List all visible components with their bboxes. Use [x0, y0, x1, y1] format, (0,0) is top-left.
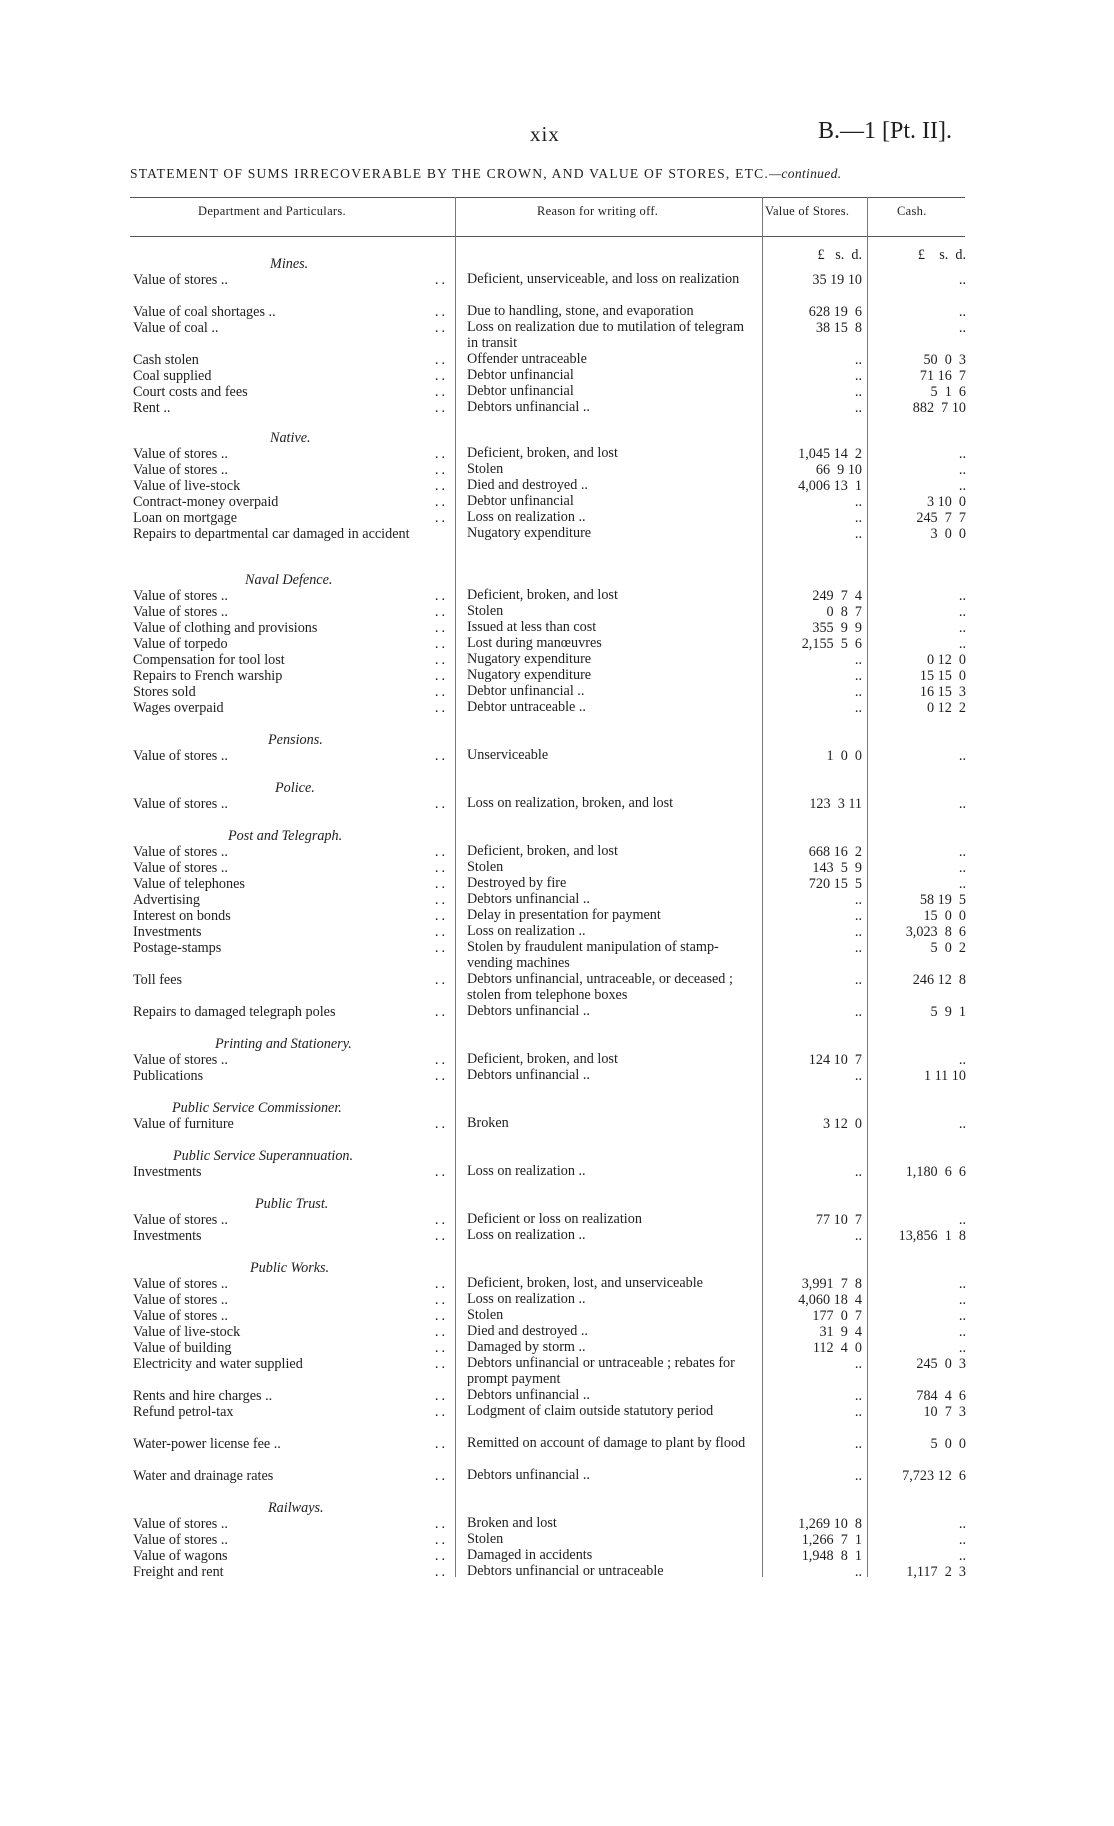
cash-value: 3,023 8 6 [905, 924, 966, 940]
leader-dots: .. [431, 796, 448, 812]
reason-cell: Remitted on account of damage to plant by flood [467, 1435, 746, 1451]
leader-dots: .. [431, 1468, 448, 1484]
cash-value: .. [958, 1212, 966, 1228]
cash-value: .. [958, 1116, 966, 1132]
cash-value: .. [958, 446, 966, 462]
stores-value: 123 3 11 [809, 796, 862, 812]
leader-dots: .. [431, 304, 448, 320]
cash-value: 1 11 10 [923, 1068, 966, 1084]
reason-cell: Loss on realization .. [467, 1227, 586, 1243]
stores-value: 124 10 7 [808, 1052, 862, 1068]
particular-cell: Freight and rent .. [133, 1564, 448, 1580]
reason-cell: Stolen [467, 1307, 504, 1323]
leader-dots: .. [431, 1564, 448, 1580]
reason-cell: Debtors unfinancial, untraceable, or deceased ; stolen from telephone boxes [467, 971, 733, 1003]
cash-value: .. [958, 320, 966, 336]
leader-dots: .. [431, 972, 448, 988]
leader-dots: .. [431, 700, 448, 716]
particular-cell: Value of stores .. .. [133, 1276, 448, 1292]
stores-value: 1,269 10 8 [798, 1516, 862, 1532]
cash-value: .. [958, 604, 966, 620]
section-heading: Public Trust. [255, 1196, 329, 1212]
cash-value: 0 12 0 [926, 652, 966, 668]
header-stores: Value of Stores. [765, 204, 850, 218]
leader-dots: .. [431, 924, 448, 940]
reason-cell: Debtor unfinancial [467, 367, 574, 383]
cash-value: 71 16 7 [919, 368, 966, 384]
stores-value: 177 0 7 [812, 1308, 862, 1324]
stores-value: .. [854, 1436, 862, 1452]
leader-dots: .. [431, 494, 448, 510]
stores-value: 2,155 5 6 [801, 636, 862, 652]
particular-cell: Value of stores .. .. [133, 462, 448, 478]
reason-cell: Stolen [467, 461, 504, 477]
leader-dots: .. [431, 446, 448, 462]
reason-cell: Debtor unfinancial .. [467, 683, 585, 699]
section-heading: Post and Telegraph. [228, 828, 343, 844]
stores-value: .. [854, 1564, 862, 1580]
particular-cell: Investments .. [133, 1164, 448, 1180]
column-divider-3 [867, 197, 868, 1577]
leader-dots: .. [431, 1516, 448, 1532]
stores-value: .. [854, 700, 862, 716]
leader-dots: .. [431, 1324, 448, 1340]
stores-value: 0 8 7 [826, 604, 862, 620]
stores-value: 4,006 13 1 [798, 478, 862, 494]
cash-value: .. [958, 1324, 966, 1340]
stores-value: 3,991 7 8 [801, 1276, 862, 1292]
particular-cell: Investments .. [133, 1228, 448, 1244]
stores-value: .. [854, 940, 862, 956]
stores-currency-header: £ s. d. [817, 247, 862, 263]
title-continued: —continued. [769, 166, 842, 181]
leader-dots: .. [431, 844, 448, 860]
particular-cell: Wages overpaid .. [133, 700, 448, 716]
stores-value: .. [854, 1004, 862, 1020]
cash-value: 5 1 6 [930, 384, 966, 400]
section-heading: Native. [270, 430, 311, 446]
stores-value: .. [854, 1468, 862, 1484]
reason-cell: Debtors unfinancial or untraceable [467, 1563, 664, 1579]
cash-value: 246 12 8 [912, 972, 966, 988]
stores-value: .. [854, 908, 862, 924]
particular-cell: Compensation for tool lost .. [133, 652, 448, 668]
particular-cell: Stores sold .. [133, 684, 448, 700]
cash-value: .. [958, 860, 966, 876]
stores-value: 628 19 6 [808, 304, 862, 320]
stores-value: 1,045 14 2 [798, 446, 862, 462]
cash-value: 1,180 6 6 [905, 1164, 966, 1180]
leader-dots: .. [431, 668, 448, 684]
particular-cell: Value of coal shortages .. .. [133, 304, 448, 320]
header-rule-top [130, 197, 965, 198]
reason-cell: Loss on realization, broken, and lost [467, 795, 674, 811]
cash-value: .. [958, 1292, 966, 1308]
leader-dots: .. [431, 748, 448, 764]
reason-cell: Delay in presentation for payment [467, 907, 661, 923]
leader-dots: .. [431, 1436, 448, 1452]
reason-cell: Debtors unfinancial or untraceable ; rebates for prompt payment [467, 1355, 735, 1387]
particular-cell: Value of coal .. .. [133, 320, 448, 336]
column-divider-1 [455, 197, 456, 1577]
leader-dots: .. [431, 1052, 448, 1068]
leader-dots: .. [431, 478, 448, 494]
reason-cell: Issued at less than cost [467, 619, 597, 635]
stores-value: 66 9 10 [815, 462, 862, 478]
particular-cell: Value of stores .. .. [133, 1516, 448, 1532]
particular-cell: Interest on bonds .. [133, 908, 448, 924]
reason-cell: Due to handling, stone, and evaporation [467, 303, 694, 319]
leader-dots: .. [431, 1116, 448, 1132]
reason-cell: Stolen [467, 1531, 504, 1547]
particular-cell: Value of live-stock .. [133, 478, 448, 494]
section-heading: Naval Defence. [245, 572, 333, 588]
particular-cell: Value of live-stock .. [133, 1324, 448, 1340]
reason-cell: Deficient, broken, lost, and unserviceable [467, 1275, 703, 1291]
leader-dots: .. [431, 1228, 448, 1244]
leader-dots: .. [431, 588, 448, 604]
stores-value: .. [854, 352, 862, 368]
reason-cell: Nugatory expenditure [467, 667, 592, 683]
stores-value: .. [854, 652, 862, 668]
stores-value: 112 4 0 [812, 1340, 862, 1356]
leader-dots: .. [431, 400, 448, 416]
particular-cell: Value of stores .. .. [133, 1052, 448, 1068]
section-heading: Printing and Stationery. [215, 1036, 352, 1052]
leader-dots: .. [431, 1532, 448, 1548]
stores-value: 31 9 4 [819, 1324, 862, 1340]
cash-value: .. [958, 1532, 966, 1548]
stores-value: 720 15 5 [808, 876, 862, 892]
leader-dots: .. [431, 1340, 448, 1356]
leader-dots: .. [431, 892, 448, 908]
stores-value: 35 19 10 [812, 272, 862, 288]
cash-value: .. [958, 1308, 966, 1324]
reason-cell: Broken [467, 1115, 509, 1131]
section-heading: Mines. [270, 256, 309, 272]
stores-value: .. [854, 400, 862, 416]
particular-cell: Advertising .. [133, 892, 448, 908]
particular-cell: Value of stores .. .. [133, 796, 448, 812]
particular-cell: Value of wagons .. [133, 1548, 448, 1564]
cash-value: .. [958, 636, 966, 652]
page-number: xix [530, 122, 560, 146]
reason-cell: Loss on realization .. [467, 509, 586, 525]
leader-dots: .. [431, 368, 448, 384]
document-reference: B.—1 [Pt. II]. [818, 118, 952, 144]
particular-cell: Value of clothing and provisions .. [133, 620, 448, 636]
reason-cell: Debtors unfinancial .. [467, 891, 590, 907]
reason-cell: Destroyed by fire [467, 875, 567, 891]
cash-value: 3 0 0 [930, 526, 966, 542]
reason-cell: Deficient, broken, and lost [467, 587, 618, 603]
cash-value: 5 0 2 [930, 940, 966, 956]
leader-dots: .. [431, 320, 448, 336]
reason-cell: Loss on realization .. [467, 923, 586, 939]
reason-cell: Nugatory expenditure [467, 651, 592, 667]
stores-value: 1 0 0 [826, 748, 862, 764]
reason-cell: Debtors unfinancial .. [467, 1387, 590, 1403]
leader-dots: .. [431, 510, 448, 526]
cash-value: 13,856 1 8 [898, 1228, 966, 1244]
leader-dots: .. [431, 1004, 448, 1020]
cash-value: .. [958, 620, 966, 636]
reason-cell: Debtor untraceable .. [467, 699, 586, 715]
particular-cell: Value of stores .. .. [133, 1532, 448, 1548]
leader-dots: .. [431, 1276, 448, 1292]
particular-cell: Repairs to damaged telegraph poles .. [133, 1004, 448, 1020]
stores-value: .. [854, 684, 862, 700]
stores-value: 1,266 7 1 [801, 1532, 862, 1548]
particular-cell: Value of stores .. .. [133, 446, 448, 462]
reason-cell: Lodgment of claim outside statutory period [467, 1403, 714, 1419]
leader-dots: .. [431, 860, 448, 876]
particular-cell: Coal supplied .. [133, 368, 448, 384]
cash-value: 10 7 3 [923, 1404, 966, 1420]
reason-cell: Loss on realization .. [467, 1163, 586, 1179]
stores-value: 355 9 9 [812, 620, 862, 636]
stores-value: .. [854, 1404, 862, 1420]
stores-value: 1,948 8 1 [801, 1548, 862, 1564]
particular-cell: Water-power license fee .. .. [133, 1436, 448, 1452]
reason-cell: Deficient, broken, and lost [467, 445, 618, 461]
cash-value: 882 7 10 [912, 400, 966, 416]
reason-cell: Debtors unfinancial .. [467, 1003, 590, 1019]
stores-value: .. [854, 510, 862, 526]
cash-currency-header: £ s. d. [917, 247, 966, 263]
cash-value: .. [958, 1548, 966, 1564]
particular-cell: Cash stolen .. [133, 352, 448, 368]
cash-value: .. [958, 304, 966, 320]
cash-value: .. [958, 1052, 966, 1068]
leader-dots: .. [431, 620, 448, 636]
cash-value: 7,723 12 6 [902, 1468, 966, 1484]
leader-dots: .. [431, 1404, 448, 1420]
reason-cell: Lost during manœuvres [467, 635, 602, 651]
leader-dots: .. [431, 352, 448, 368]
particular-cell: Value of telephones .. [133, 876, 448, 892]
cash-value: .. [958, 588, 966, 604]
cash-value: .. [958, 748, 966, 764]
cash-value: .. [958, 1340, 966, 1356]
leader-dots: .. [431, 1212, 448, 1228]
particular-cell: Loan on mortgage .. [133, 510, 448, 526]
reason-cell: Died and destroyed .. [467, 1323, 588, 1339]
particular-cell: Repairs to departmental car damaged in accident [133, 526, 410, 542]
cash-value: 5 0 0 [930, 1436, 966, 1452]
particular-cell: Refund petrol-tax .. [133, 1404, 448, 1420]
leader-dots: .. [431, 272, 448, 288]
particular-cell: Toll fees .. [133, 972, 448, 988]
stores-value: 77 10 7 [815, 1212, 862, 1228]
reason-cell: Loss on realization due to mutilation of telegram in transit [467, 319, 744, 351]
leader-dots: .. [431, 1356, 448, 1372]
particular-cell: Investments .. [133, 924, 448, 940]
cash-value: 0 12 2 [926, 700, 966, 716]
section-heading: Railways. [268, 1500, 324, 1516]
particular-cell: Value of stores .. .. [133, 588, 448, 604]
stores-value: .. [854, 1388, 862, 1404]
cash-value: 58 19 5 [919, 892, 966, 908]
leader-dots: .. [431, 1292, 448, 1308]
leader-dots: .. [431, 636, 448, 652]
leader-dots: .. [431, 876, 448, 892]
leader-dots: .. [431, 1068, 448, 1084]
reason-cell: Deficient, broken, and lost [467, 1051, 618, 1067]
reason-cell: Deficient or loss on realization [467, 1211, 642, 1227]
reason-cell: Deficient, unserviceable, and loss on realization [467, 271, 740, 287]
section-heading: Public Service Commissioner. [172, 1100, 342, 1116]
stores-value: .. [854, 494, 862, 510]
stores-value: 668 16 2 [808, 844, 862, 860]
reason-cell: Died and destroyed .. [467, 477, 588, 493]
reason-cell: Debtor unfinancial [467, 493, 574, 509]
cash-value: 16 15 3 [919, 684, 966, 700]
leader-dots: .. [431, 604, 448, 620]
stores-value: 3 12 0 [822, 1116, 862, 1132]
particular-cell: Value of torpedo .. [133, 636, 448, 652]
reason-cell: Debtor unfinancial [467, 383, 574, 399]
stores-value: .. [854, 924, 862, 940]
particular-cell: Rents and hire charges .. .. [133, 1388, 448, 1404]
cash-value: .. [958, 462, 966, 478]
cash-value: .. [958, 1516, 966, 1532]
particular-cell: Value of stores .. .. [133, 748, 448, 764]
leader-dots: .. [431, 1164, 448, 1180]
particular-cell: Rent .. .. [133, 400, 448, 416]
section-heading: Pensions. [268, 732, 323, 748]
stores-value: .. [854, 1068, 862, 1084]
particular-cell: Contract-money overpaid .. [133, 494, 448, 510]
particular-cell: Value of stores .. .. [133, 860, 448, 876]
cash-value: .. [958, 876, 966, 892]
stores-value: .. [854, 1228, 862, 1244]
stores-value: .. [854, 1164, 862, 1180]
particular-cell: Value of stores .. .. [133, 272, 448, 288]
cash-value: .. [958, 478, 966, 494]
reason-cell: Stolen [467, 859, 504, 875]
cash-value: 50 0 3 [923, 352, 966, 368]
particular-cell: Repairs to French warship .. [133, 668, 448, 684]
particular-cell: Value of stores .. .. [133, 604, 448, 620]
cash-value: .. [958, 272, 966, 288]
cash-value: .. [958, 844, 966, 860]
cash-value: 5 9 1 [930, 1004, 966, 1020]
particular-cell: Value of stores .. .. [133, 1212, 448, 1228]
leader-dots: .. [431, 1548, 448, 1564]
leader-dots: .. [431, 684, 448, 700]
reason-cell: Stolen [467, 603, 504, 619]
stores-value: 249 7 4 [812, 588, 862, 604]
header-cash: Cash. [897, 204, 927, 218]
section-heading: Police. [275, 780, 315, 796]
particular-cell: Value of stores .. .. [133, 1308, 448, 1324]
reason-cell: Damaged in accidents [467, 1547, 593, 1563]
reason-cell: Loss on realization .. [467, 1291, 586, 1307]
leader-dots: .. [431, 1308, 448, 1324]
particular-cell: Electricity and water supplied .. [133, 1356, 448, 1372]
reason-cell: Nugatory expenditure [467, 525, 592, 541]
particular-cell: Value of stores .. .. [133, 844, 448, 860]
title-text: STATEMENT OF SUMS IRRECOVERABLE BY THE CROWN, AND VALUE OF STORES, ETC. [130, 166, 769, 181]
cash-value: .. [958, 796, 966, 812]
leader-dots: .. [431, 940, 448, 956]
reason-cell: Offender untraceable [467, 351, 587, 367]
particular-cell: Court costs and fees .. [133, 384, 448, 400]
stores-value: 143 5 9 [812, 860, 862, 876]
particular-cell: Value of building .. [133, 1340, 448, 1356]
stores-value: 38 15 8 [815, 320, 862, 336]
reason-cell: Broken and lost [467, 1515, 557, 1531]
stores-value: .. [854, 526, 862, 542]
leader-dots: .. [431, 908, 448, 924]
header-rule-bottom [130, 236, 965, 237]
particular-cell: Postage-stamps .. [133, 940, 448, 956]
stores-value: .. [854, 384, 862, 400]
stores-value: .. [854, 368, 862, 384]
cash-value: .. [958, 1276, 966, 1292]
cash-value: 3 10 0 [926, 494, 966, 510]
page-title [130, 166, 960, 182]
cash-value: 245 0 3 [916, 1356, 966, 1372]
stores-value: .. [854, 892, 862, 908]
reason-cell: Debtors unfinancial .. [467, 1467, 590, 1483]
leader-dots: .. [431, 652, 448, 668]
cash-value: 15 15 0 [919, 668, 966, 684]
header-reason: Reason for writing off. [537, 204, 659, 218]
particular-cell: Water and drainage rates .. [133, 1468, 448, 1484]
stores-value: .. [854, 972, 862, 988]
particular-cell: Publications .. [133, 1068, 448, 1084]
particular-cell: Value of stores .. .. [133, 1292, 448, 1308]
cash-value: 784 4 6 [916, 1388, 966, 1404]
particular-cell: Value of furniture .. [133, 1116, 448, 1132]
reason-cell: Debtors unfinancial .. [467, 1067, 590, 1083]
reason-cell: Damaged by storm .. [467, 1339, 586, 1355]
reason-cell: Stolen by fraudulent manipulation of stamp-vending machines [467, 939, 719, 971]
stores-value: 4,060 18 4 [798, 1292, 862, 1308]
cash-value: 1,117 2 3 [906, 1564, 966, 1580]
header-particulars: Department and Particulars. [198, 204, 346, 218]
leader-dots: .. [431, 1388, 448, 1404]
section-heading: Public Works. [250, 1260, 330, 1276]
stores-value: .. [854, 668, 862, 684]
section-heading: Public Service Superannuation. [173, 1148, 354, 1164]
leader-dots: .. [431, 384, 448, 400]
reason-cell: Debtors unfinancial .. [467, 399, 590, 415]
stores-value: .. [854, 1356, 862, 1372]
leader-dots: .. [431, 462, 448, 478]
cash-value: 15 0 0 [923, 908, 966, 924]
reason-cell: Unserviceable [467, 747, 549, 763]
cash-value: 245 7 7 [916, 510, 966, 526]
reason-cell: Deficient, broken, and lost [467, 843, 618, 859]
